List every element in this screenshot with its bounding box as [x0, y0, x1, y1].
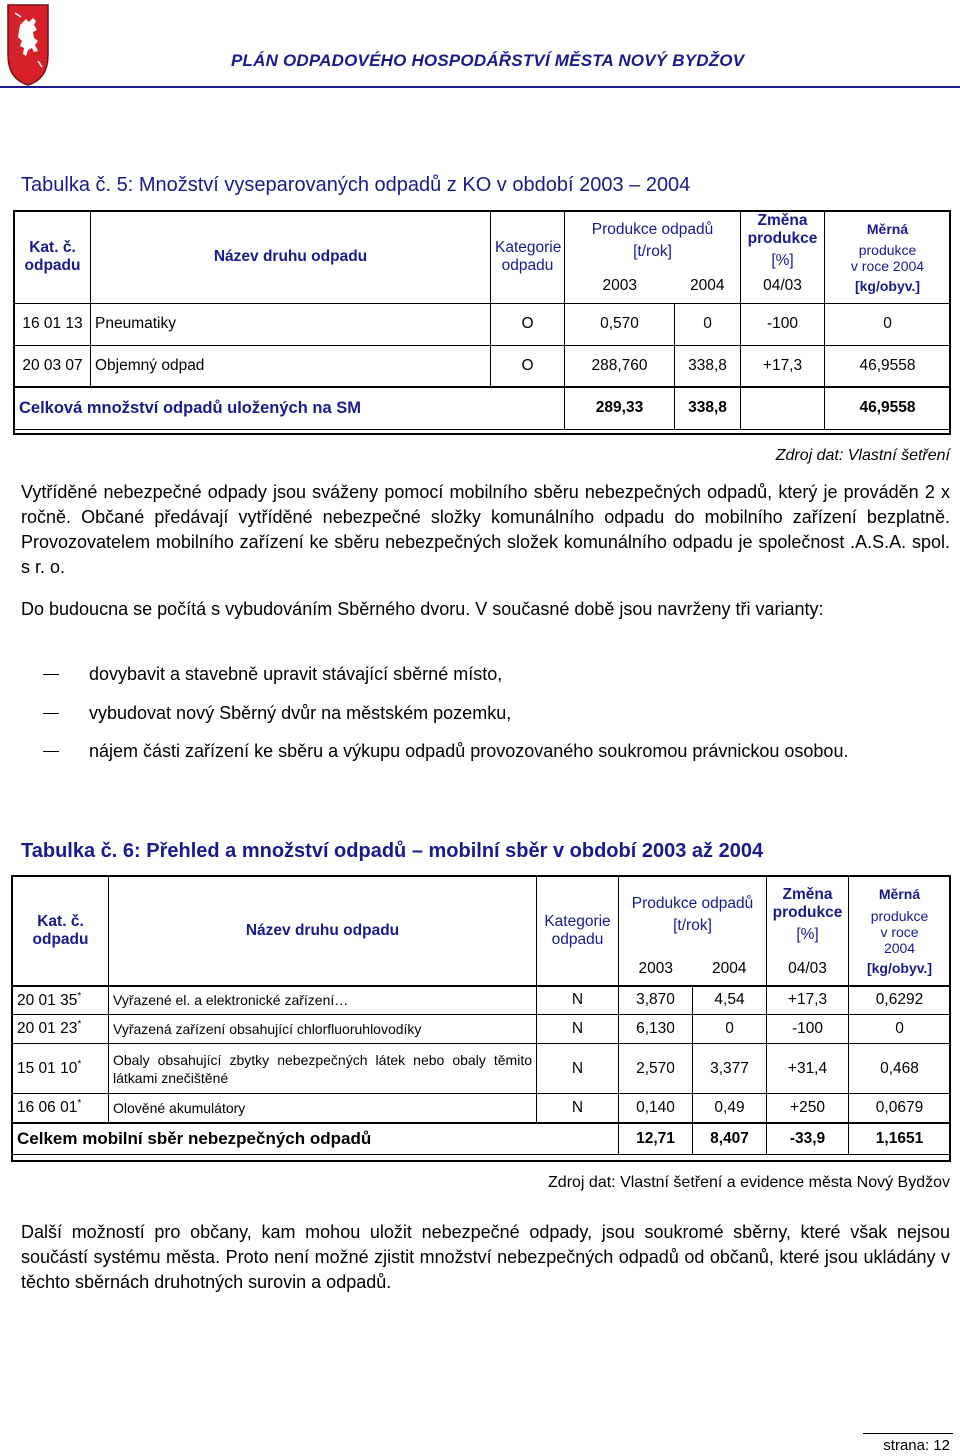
table-row: 20 01 35* Vyřazené el. a elektronické zařízení… N 3,870 4,54 +17,3 0,6292: [13, 986, 951, 1015]
table5-header-zmena: Změna produkce [%]: [741, 212, 825, 271]
table6: [12, 876, 951, 1155]
table6-caption: Tabulka č. 6: Přehled a množství odpadů – mobilní sběr v období 2003 až 2004: [21, 840, 764, 862]
table5-header-kat: Kat. č. odpadu: [15, 212, 91, 304]
table5-header-merna: Měrná produkce v roce 2004 [kg/obyv.]: [825, 212, 951, 304]
dash-bullet-icon: [43, 674, 59, 675]
page-number: strana: 12: [883, 1437, 950, 1454]
city-crest-icon: [6, 3, 50, 87]
table6-header-nazev: Název druhu odpadu: [109, 877, 537, 986]
table5-header-2004: 2004: [675, 270, 741, 303]
table-row: 16 01 13 Pneumatiky O 0,570 0 -100 0: [15, 303, 951, 345]
table6-source: Zdroj dat: Vlastní šetření a evidence města Nový Bydžov: [548, 1174, 950, 1191]
dash-bullet-icon: [43, 713, 59, 714]
body-paragraph-3: Další možností pro občany, kam mohou uložit nebezpečné odpady, jsou soukromé sběrny, které však nejsou součástí systému města. Proto není možné zjistit množství nebezpečných odpadů od občanů, které jsou ukládány v těchto sběrnách druhotných surovin a odpadů.: [21, 1222, 950, 1292]
table6-total-row: Celkem mobilní sběr nebezpečných odpadů 12,71 8,407 -33,9 1,1651: [13, 1123, 951, 1155]
table6-header-produkce: Produkce odpadů [t/rok]: [619, 877, 767, 954]
table6-header-kategorie: Kategorie odpadu: [537, 877, 619, 986]
table5-header-produkce: Produkce odpadů [t/rok]: [565, 212, 741, 271]
table5: [14, 211, 951, 430]
table-row: 20 03 07 Objemný odpad O 288,760 338,8 +17,3 46,9558: [15, 345, 951, 387]
header-rule: [0, 86, 960, 88]
list-item: vybudovat nový Sběrný dvůr na městském pozemku,: [21, 701, 950, 726]
dash-bullet-icon: [43, 751, 59, 752]
table5-source: Zdroj dat: Vlastní šetření: [775, 447, 950, 464]
table6-header-period: 04/03: [767, 954, 849, 986]
table5-header-period: 04/03: [741, 270, 825, 303]
table-row: 16 06 01* Olověné akumulátory N 0,140 0,49 +250 0,0679: [13, 1094, 951, 1123]
list-item: nájem části zařízení ke sběru a výkupu odpadů provozovaného soukromou právnickou osobou.: [21, 739, 950, 764]
table5-header-kategorie: Kategorie odpadu: [491, 212, 565, 304]
table5-header-nazev: Název druhu odpadu: [91, 212, 491, 304]
table5-total-row: Celková množství odpadů uložených na SM 289,33 338,8 46,9558: [15, 387, 951, 429]
table-row: 15 01 10* Obaly obsahující zbytky nebezpečných látek nebo obaly těmito látkami znečištěné N 2,570 3,377 +31,4 0,468: [13, 1044, 951, 1094]
table6-header-kat: Kat. č. odpadu: [13, 877, 109, 986]
list-item: dovybavit a stavebně upravit stávající sběrné místo,: [21, 662, 950, 687]
table5-caption: Tabulka č. 5: Množství vyseparovaných odpadů z KO v období 2003 – 2004: [21, 174, 691, 196]
table6-header-merna: Měrná produkce v roce 2004 [kg/obyv.]: [849, 877, 951, 986]
body-paragraph-2: Do budoucna se počítá s vybudováním Sběrného dvoru. V současné době jsou navrženy tři varianty:: [21, 599, 824, 619]
table5-header-2003: 2003: [565, 270, 675, 303]
document-header: PLÁN ODPADOVÉHO HOSPODÁŘSTVÍ MĚSTA NOVÝ BYDŽOV: [231, 51, 745, 70]
footer-rule: [863, 1433, 953, 1434]
table6-header-zmena: Změna produkce [%]: [767, 877, 849, 954]
body-paragraph-1: Vytříděné nebezpečné odpady jsou sváženy pomocí mobilního sběru nebezpečných odpadů, který je prováděn 2 x ročně. Občané předávají vytříděné nebezpečné složky komunálního odpadu do mobilního zařízení bezplatně. Provozovatelem mobilního zařízení ke sběru nebezpečných složek komunálního odpadu je společnost .A.S.A. spol. s r. o.: [21, 482, 950, 577]
table-row: 20 01 23* Vyřazená zařízení obsahující chlorfluoruhlovodíky N 6,130 0 -100 0: [13, 1015, 951, 1044]
table6-header-2003: 2003: [619, 954, 693, 986]
table6-header-2004: 2004: [693, 954, 767, 986]
